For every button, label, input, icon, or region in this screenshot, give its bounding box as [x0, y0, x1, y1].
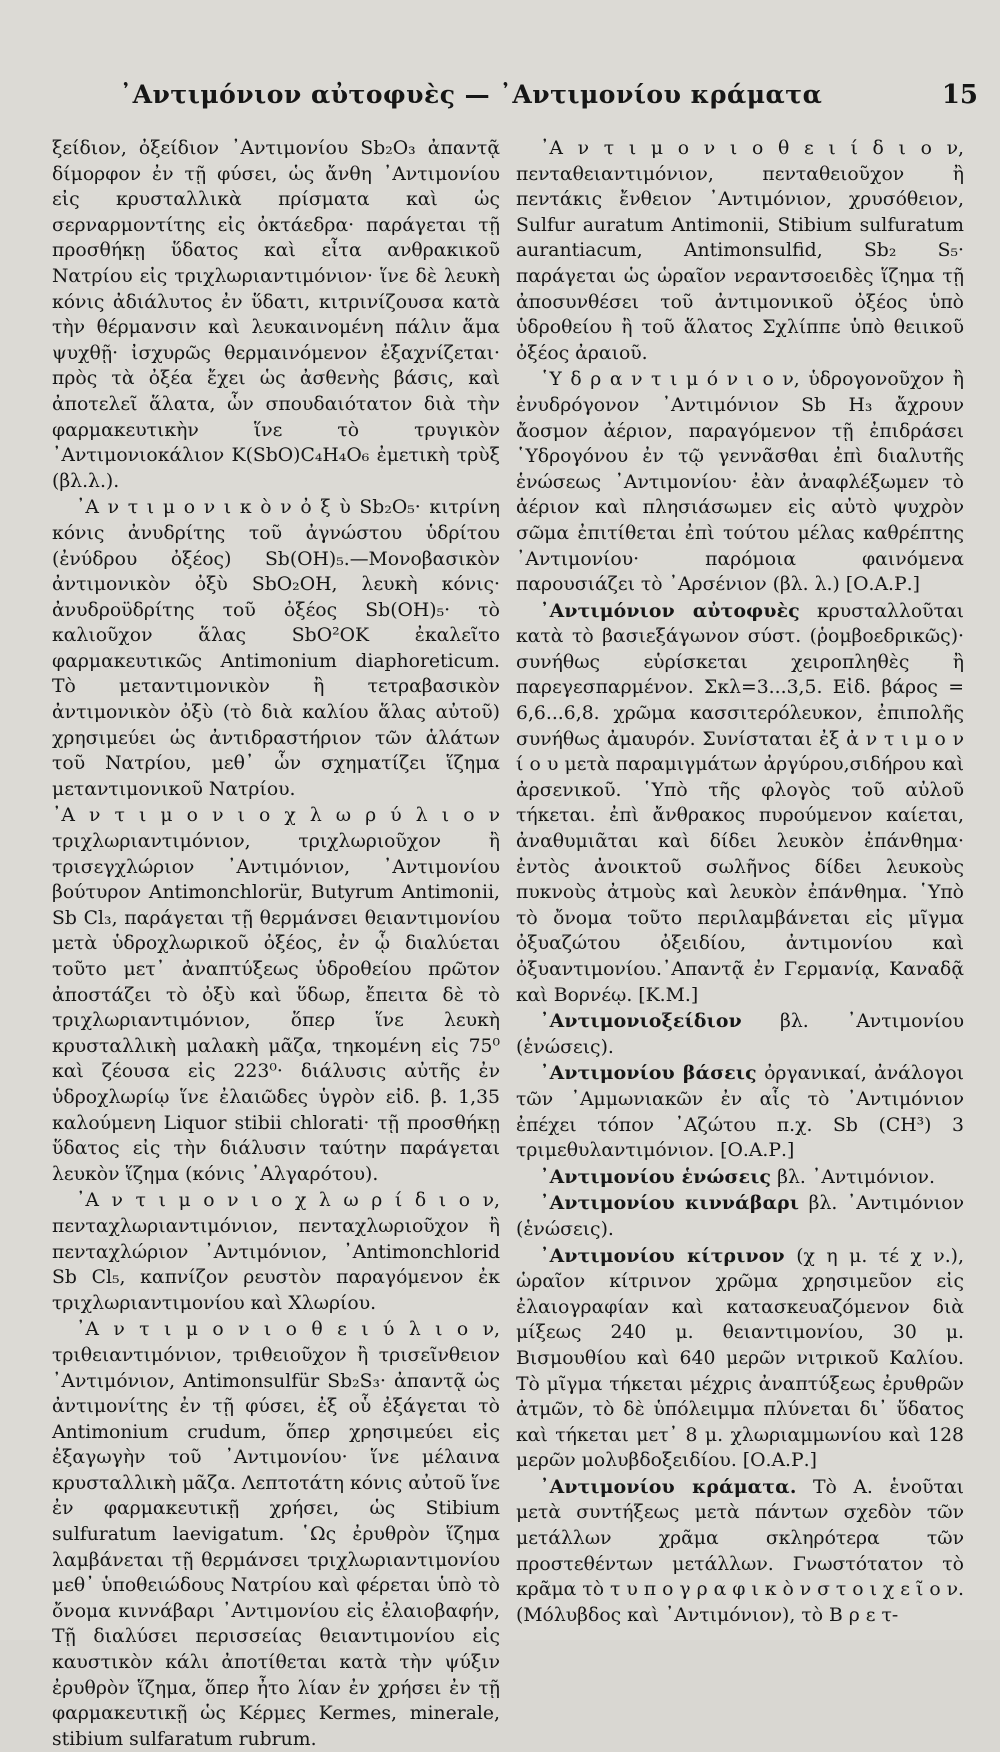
left-column [52, 136, 500, 1750]
paragraph [516, 1191, 964, 1242]
running-header [44, 80, 978, 120]
paragraph [516, 1475, 964, 1629]
paragraph [516, 599, 964, 1009]
entry-headword: ᾿Αντιμονιοξείδιον [540, 1010, 742, 1033]
entry-body: κρυσταλλοῦται κατὰ τὸ βασιεξάγωνον σύστ. (ῥομβοεδρικῶς)· συνήθως εὑρίσκεται χειροπληθὲς ἢ παρεγεσπαρμένον. Σκλ=3...3,5. Εἰδ. βάρος = 6,6...6,8. χρῶμα κασσιτερόλευκον, ἐπιπολῆς συνήθως ἀμαυρόν. Συνίσταται ἐξ ἀ ν τ ι μ ο ν ί ο υ μετὰ παραμιγμάτων ἀργύρου,σιδήρου καὶ ἀρσενικοῦ. ῾Υπὸ τῆς φλογὸς τοῦ αὐλοῦ τήκεται. ἐπὶ ἄνθρακος πυρούμενον καίεται, ἀναθυμιᾶται καὶ δίδει λευκὸν ἐπάνθημα· ἐντὸς ἀνοικτοῦ σωλῆνος δίδει λευκοὺς πυκνοὺς ἀτμοὺς καὶ λευκὸν ἐπάνθημα. ῾Υπὸ τὸ ὄνομα τοῦτο περιλαμβάνεται εἰς μῖγμα ὀξυαζώτου ὀξειδίου, ἀντιμονίου καὶ ὀξυαντιμονίου.᾿Απαντᾷ ἐν Γερμανίᾳ, Καναδᾷ καὶ Βορνέῳ. [Κ.Μ.] [516, 600, 965, 1006]
paragraph [52, 803, 500, 1187]
paragraph [52, 136, 500, 494]
entry-body: βλ. ᾿Αντιμόνιον. [771, 1166, 935, 1188]
paragraph [516, 1165, 964, 1191]
entry-text: ῾Υ δ ρ α ν τ ι μ ό ν ι ο ν, ὑδρογονοῦχον ἢ ἐνυδρόγονον ᾿Αντιμόνιον Sb H₃ ἄχρουν ἄοσμον ἀέριον, παραγόμενον τῇ ἐπιδράσει ῾Υδρογόνου ἐν τῷ γεννᾶσθαι ἐπὶ διαλυτῆς ἑνώσεως ᾿Αντιμονίου· ἐὰν ἀναφλέξωμεν τὸ ἀέριον καὶ πλησιάσωμεν εἰς αὐτὸ ψυχρὸν σῶμα ἐπιτίθεται ἐπὶ τούτου μέλας καθρέπτης ᾿Αντιμονίου· παρόμοια φαινόμενα παρουσιάζει τὸ ᾿Αρσένιον (βλ. λ.) [Ο.Α.Ρ.] [516, 369, 964, 596]
entry-text: ᾿Α ν τ ι μ ο ν ι ο χ λ ω ρ ύ λ ι ο ν τριχλωριαντιμόνιον, τριχλωριοῦχον ἢ τρισεγχλώριον ᾿Αντιμόνιον, ᾿Αντιμονίου βούτυρον Antimonchlorür, Butyrum Antimonii, Sb Cl₃, παράγεται τῇ θερμάνσει θειαντιμονίου μετὰ ὑδροχλωρικοῦ ὀξέος, ἐν ᾧ διαλύεται τοῦτο μετ᾿ ἀναπτύξεως ὑδροθείου πρῶτον ἀποστάζει τὸ ὀξὺ καὶ ὕδωρ, ἔπειτα δὲ τὸ τριχλωριαντιμόνιον, ὅπερ ἵνε λευκὴ κρυσταλλικὴ μαλακὴ μᾶζα, τηκομένη εἰς 75⁰ καὶ ζέουσα εἰς 223⁰· διάλυσις αὐτῆς ἐν ὑδροχλωρίῳ ἵνε ἐλαιῶδες ὑγρὸν εἰδ. β. 1,35 καλούμενη Liquor stibii chlorati· τῇ προσθήκῃ ὕδατος εἰς τὴν διάλυσιν ταύτην παράγεται λευκὸν ἵζημα (κόνις ᾿Αλγαρότου). [52, 805, 500, 1185]
page-number: 15 [941, 80, 978, 110]
paragraph [516, 1244, 964, 1474]
entry-headword: ᾿Αντιμόνιον αὐτοφυὲς [540, 599, 800, 622]
paragraph [516, 136, 964, 366]
paragraph [52, 1188, 500, 1316]
paragraph [516, 1009, 964, 1060]
right-column [516, 136, 965, 1626]
entry-body: (χ η μ. τέ χ ν.), ὡραῖον κίτρινον χρῶμα χρησιμεῦον εἰς ἐλαιογραφίαν καὶ κατασκευαζόμενον διὰ μίξεως 240 μ. θειαντιμονίου, 30 μ. Βισμουθίου καὶ 640 μερῶν νιτρικοῦ Καλίου. Τὸ μῖγμα τήκεται μέχρις ἀναπτύξεως ἐρυθρῶν ἀτμῶν, τὸ δὲ ὑπόλειμμα πλύνεται δι᾿ ὕδατος καὶ τήκεται μετ᾿ 8 μ. χλωριαμμωνίου καὶ 128 μερῶν μολυβδοξειδίου. [Ο.Α.Ρ.] [516, 1245, 964, 1472]
paragraph [52, 495, 500, 802]
entry-body: ὀργανικαί, ἀνάλογοι τῶν ᾿Αμμωνιακῶν ἐν αἷς τὸ ᾿Αντιμόνιον ἐπέχει τόπον ᾿Αζώτου π.χ. Sb (CH³) 3 τριμεθυλαντιμόνιον. [Ο.Α.Ρ.] [516, 1063, 964, 1162]
header-title: ᾿Αντιμόνιον αὐτοφυὲς — ᾿Αντιμονίου κράματα [119, 80, 823, 109]
entry-text: ᾿Α ν τ ι μ ο ν ι ο χ λ ω ρ ί δ ι ο ν, πενταχλωριαντιμόνιον, πενταχλωριοῦχον ἢ πενταχλώριον ᾿Αντιμόνιον, ᾿Antimonchlorid Sb Cl₅, καπνίζον ρευστὸν παραγόμενον ἐκ τριχλωριαντιμονίου καὶ Χλωρίου. [52, 1190, 500, 1314]
paragraph [516, 367, 964, 597]
entry-headword: ᾿Αντιμονίου κράματα. [540, 1475, 797, 1498]
entry-body: βλ. ᾿Αντιμόνιον (ἑνώσεις). [516, 1193, 964, 1240]
entry-headword: ᾿Αντιμονίου ἑνώσεις [540, 1165, 772, 1188]
paragraph [52, 1317, 500, 1752]
entry-headword: ᾿Αντιμονίου βάσεις [540, 1062, 757, 1085]
entry-text: ξείδιον, ὀξείδιον ᾿Αντιμονίου Sb₂O₃ ἀπαντᾷ δίμορφον ἐν τῇ φύσει, ὡς ἄνθη ᾿Αντιμονίου εἰς κρυσταλλικὰ πρίσματα καὶ ὡς σερναρμοντίτης εἰς ὀκτάεδρα· παράγεται τῇ προσθήκῃ ὕδατος καὶ εἶτα ανθρακικοῦ Νατρίου εἰς τριχλωριαντιμόνιον· ἵνε δὲ λευκὴ κόνις ἀδιάλυτος ἐν ὕδατι, κιτρινίζουσα κατὰ τὴν θέρμανσιν καὶ λευκαινομένη πάλιν ἅμα ψυχθῇ· ἰσχυρῶς θερμαινόμενον ἐξαχνίζεται· πρὸς τὰ ὀξέα ἔχει ὡς ἀσθενὴς βάσις, καὶ ἀποτελεῖ ἅλατα, ὧν σπουδαιότατον διὰ τὴν φαρμακευτικὴν ἵνε τὸ τρυγικὸν ᾿Αντιμονιοκάλιον K(SbO)C₄H₄O₆ ἐμετικὴ τρὺξ (βλ.λ.). [52, 138, 500, 492]
entry-headword: ᾿Αντιμονίου κίτρινον [540, 1244, 785, 1267]
entry-headword: ᾿Αντιμονίου κιννάβαρι [540, 1192, 800, 1215]
text-columns [52, 136, 978, 1750]
paragraph [516, 1061, 964, 1163]
entry-text: ᾿Α ν τ ι μ ο ν ι κ ὸ ν ὀ ξ ὺ Sb₂O₅· κιτρίνη κόνις ἀνυδρίτης τοῦ ἀγνώστου ὑδρίτου (ἐνύδρου ὀξέος) Sb(OH)₅.—Μονοβασικὸν ἀντιμονικὸν ὀξὺ SbO₂OH, λευκὴ κόνις· ἀνυδροϋδρίτης τοῦ ὀξέος Sb(OH)₅· τὸ καλιοῦχον ἅλας SbO²OK ἐκαλεῖτο φαρμακευτικῶς Antimonium diaphoreticum. Τὸ μεταντιμονικὸν ἢ τετραβασικὸν ἀντιμονικὸν ὀξὺ (τὸ διὰ καλίου ἅλας αὐτοῦ) χρησιμεύει ὡς ἀντιδραστήριον τῶν ἁλάτων τοῦ Νατρίου, μεθ᾿ ὧν σχηματίζει ἵζημα μεταντιμονικοῦ Νατρίου. [52, 497, 500, 800]
entry-body: Τὸ Α. ἑνοῦται μετὰ συντήξεως μετὰ πάντων σχεδὸν τῶν μετάλλων χρᾶμα σκληρότερα τῶν προστεθέντων μετάλλων. Γνωστότατον τὸ κρᾶμα τὸ τ υ π ο γ ρ α φ ι κ ὸ ν σ τ ο ι χ ε ῖ ο ν. (Μόλυβδος καὶ ᾿Αντιμόνιον), τὸ Β ρ ε τ- [516, 1476, 964, 1626]
entry-text: ᾿Α ν τ ι μ ο ν ι ο θ ε ι ύ λ ι ο ν, τριθειαντιμόνιον, τριθειοῦχον ἢ τρισεῖνθειον ᾿Αντιμόνιον, Antimonsulfür Sb₂S₃· ἀπαντᾷ ὡς ἀντιμονίτης ἐν τῇ φύσει, ἐξ οὗ ἐξάγεται τὸ Antimonium crudum, ὅπερ χρησιμεύει εἰς ἐξαγωγὴν τοῦ ᾿Αντιμονίου· ἵνε μέλαινα κρυσταλλικὴ μᾶζα. Λεπτοτάτη κόνις αὐτοῦ ἵνε ἐν φαρμακευτικῇ χρήσει, ὡς Stibium sulfuratum laevigatum. ῾Ως ἐρυθρὸν ἵζημα λαμβάνεται τῇ θερμάνσει τριχλωριαντιμονίου μεθ᾿ ὑποθειώδους Νατρίου καὶ φέρεται ὑπὸ τὸ ὄνομα κιννάβαρι ᾿Αντιμονίου εἰς ἐλαιοβαφήν, Τῇ διαλύσει περισσείας θειαντιμονίου εἰς καυστικὸν κάλι ἀποτίθεται κατὰ τὴν ψύξιν ἐρυθρὸν ἵζημα, ὅπερ ἦτο λίαν ἐν χρήσει ἐν τῇ φαρμακευτικῇ ὡς Κέρμες Kermes, minerale, stibium sulfaratum rubrum. [52, 1319, 500, 1750]
entry-text: ᾿Α ν τ ι μ ο ν ι ο θ ε ι ί δ ι ο ν, πενταθειαντιμόνιον, πενταθειοῦχον ἢ πεντάκις ἔνθειον ᾿Αντιμόνιον, χρυσόθειον, Sulfur auratum Antimonii, Stibium sulfuratum aurantiacum, Antimonsulfid, Sb₂ S₅· παράγεται ὡς ὡραῖον νεραντσοειδὲς ἵζημα τῇ ἀποσυνθέσει τοῦ ἀντιμονικοῦ ὀξέος ὑπὸ ὑδροθείου ἢ τοῦ ἅλατος Σχλίππε ὑπὸ θειικοῦ ὀξέος ἀραιοῦ. [516, 138, 964, 364]
entry-body: βλ. ᾿Αντιμονίου (ἑνώσεις). [516, 1011, 964, 1058]
